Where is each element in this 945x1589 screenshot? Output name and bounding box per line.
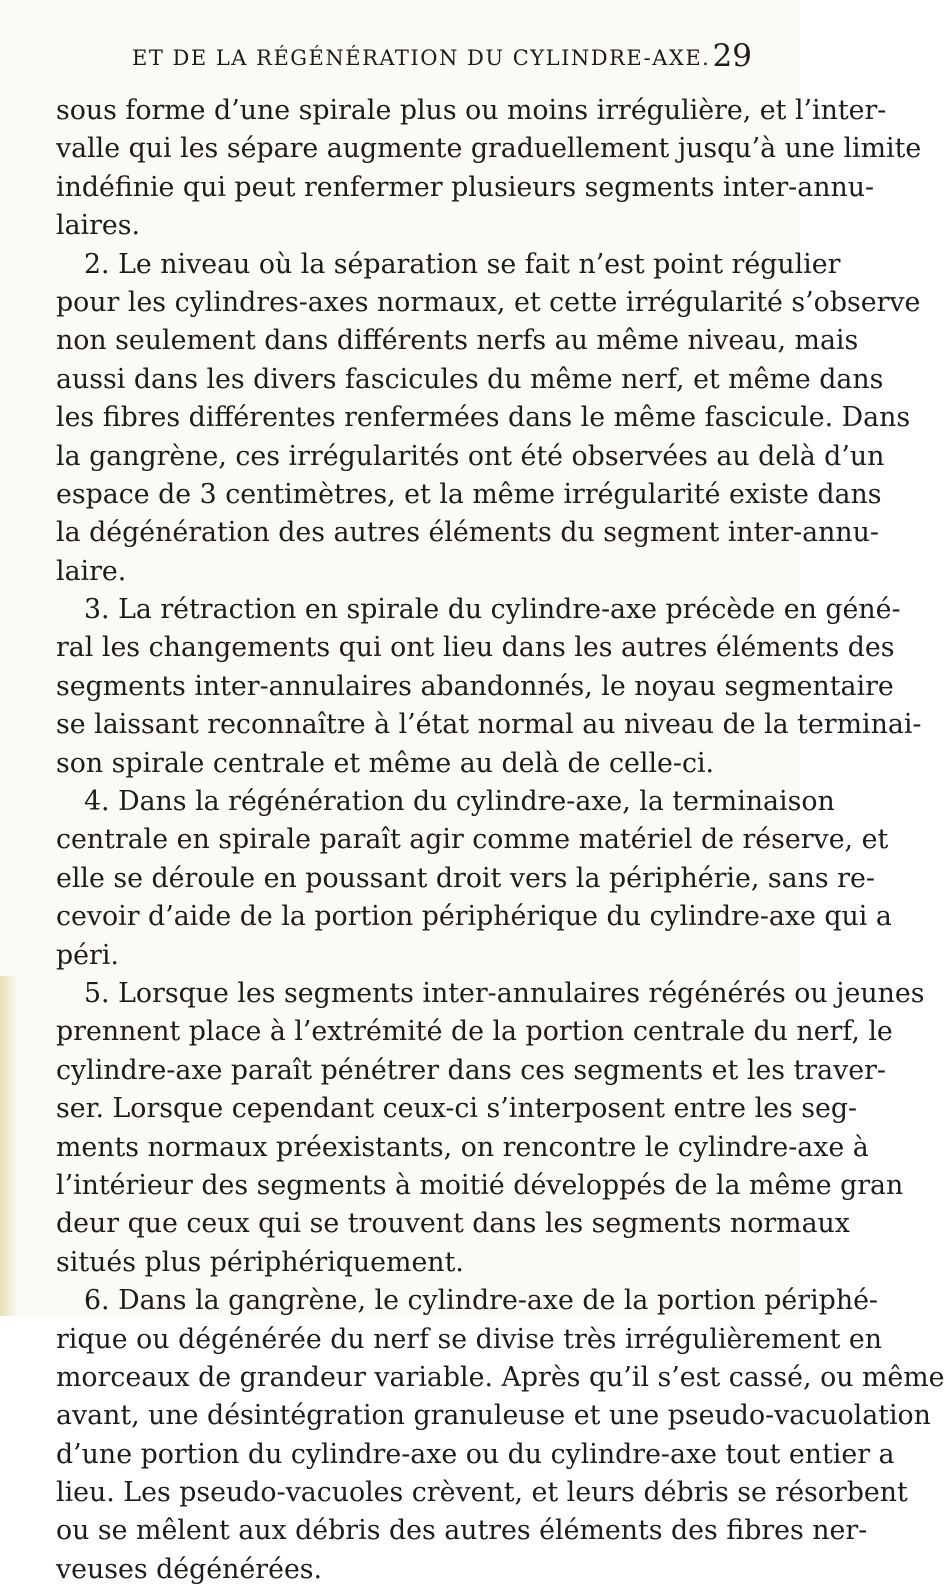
text-line: indéfinie qui peut renfermer plusieurs segments inter-annu- bbox=[56, 171, 875, 203]
text-line: elle se déroule en poussant droit vers la périphérie, sans re- bbox=[56, 862, 875, 894]
text-line: les fibres différentes renfermées dans le même fascicule. Dans bbox=[56, 402, 911, 434]
text-line: prennent place à l’extrémité de la portion centrale du nerf, le bbox=[56, 1016, 893, 1048]
text-line: ser. Lorsque cependant ceux-ci s’interposent entre les seg- bbox=[56, 1093, 858, 1125]
text-line: 2. Le niveau où la séparation se fait n’est point régulier bbox=[84, 248, 841, 280]
text-line: laire. bbox=[56, 555, 127, 587]
text-line: veuses dégénérées. bbox=[56, 1553, 323, 1585]
text-line: sous forme d’une spirale plus ou moins irrégulière, et l’inter- bbox=[56, 95, 887, 126]
text-line: ou se mêlent aux débris des autres éléments des fibres ner- bbox=[56, 1515, 868, 1547]
text-line: valle qui les sépare augmente graduellement jusqu’à une limite bbox=[56, 133, 922, 165]
text-line: se laissant reconnaître à l’état normal au niveau de la terminai- bbox=[56, 709, 922, 741]
running-title: ET DE LA RÉGÉNÉRATION DU CYLINDRE-AXE. bbox=[132, 46, 711, 70]
text-line: centrale en spirale paraît agir comme matériel de réserve, et bbox=[56, 824, 889, 856]
text-line: pour les cylindres-axes normaux, et cette irrégularité s’observe bbox=[56, 286, 921, 318]
text-line: non seulement dans différents nerfs au même niveau, mais bbox=[56, 325, 859, 357]
text-line: son spirale centrale et même au delà de celle-ci. bbox=[56, 747, 715, 779]
text-line: la dégénération des autres éléments du segment inter-annu- bbox=[56, 517, 879, 549]
text-line: deur que ceux qui se trouvent dans les segments normaux bbox=[56, 1208, 850, 1240]
page-edge-shadow bbox=[0, 976, 18, 1316]
text-line: morceaux de grandeur variable. Après qu’il s’est cassé, ou même bbox=[56, 1361, 945, 1393]
text-line: situés plus périphériquement. bbox=[56, 1246, 464, 1278]
body-text bbox=[56, 92, 945, 1589]
text-line: 4. Dans la régénération du cylindre-axe, la terminaison bbox=[84, 786, 835, 818]
text-line: rique ou dégénérée du nerf se divise très irrégulièrement en bbox=[56, 1323, 883, 1355]
page-number: 29 bbox=[712, 38, 752, 74]
text-line: ments normaux préexistants, on rencontre le cylindre-axe à bbox=[56, 1131, 869, 1163]
text-line: avant, une désintégration granuleuse et une pseudo-vacuolation bbox=[56, 1400, 931, 1432]
page-header bbox=[132, 38, 752, 78]
text-line: segments inter-annulaires abandonnés, le noyau segmentaire bbox=[56, 670, 894, 702]
text-line: lieu. Les pseudo-vacuoles crèvent, et leurs débris se résorbent bbox=[56, 1477, 908, 1509]
text-line: laires. bbox=[56, 210, 141, 242]
text-line: espace de 3 centimètres, et la même irrégularité existe dans bbox=[56, 478, 882, 510]
text-line: aussi dans les divers fascicules du même nerf, et même dans bbox=[56, 363, 884, 395]
text-line: cylindre-axe paraît pénétrer dans ces segments et les traver- bbox=[56, 1054, 886, 1086]
text-line: ral les changements qui ont lieu dans les autres éléments des bbox=[56, 632, 895, 664]
text-line: 3. La rétraction en spirale du cylindre-axe précède en géné- bbox=[84, 594, 901, 626]
text-line: l’intérieur des segments à moitié développés de la même gran bbox=[56, 1169, 904, 1201]
text-line: cevoir d’aide de la portion périphérique du cylindre-axe qui a bbox=[56, 901, 892, 933]
text-line: 5. Lorsque les segments inter-annulaires régénérés ou jeunes bbox=[84, 977, 925, 1009]
text-line: d’une portion du cylindre-axe ou du cylindre-axe tout entier a bbox=[56, 1438, 895, 1470]
text-line: 6. Dans la gangrène, le cylindre-axe de la portion périphé- bbox=[84, 1285, 878, 1317]
text-line: la gangrène, ces irrégularités ont été observées au delà d’un bbox=[56, 440, 885, 472]
text-line: péri. bbox=[56, 939, 119, 971]
